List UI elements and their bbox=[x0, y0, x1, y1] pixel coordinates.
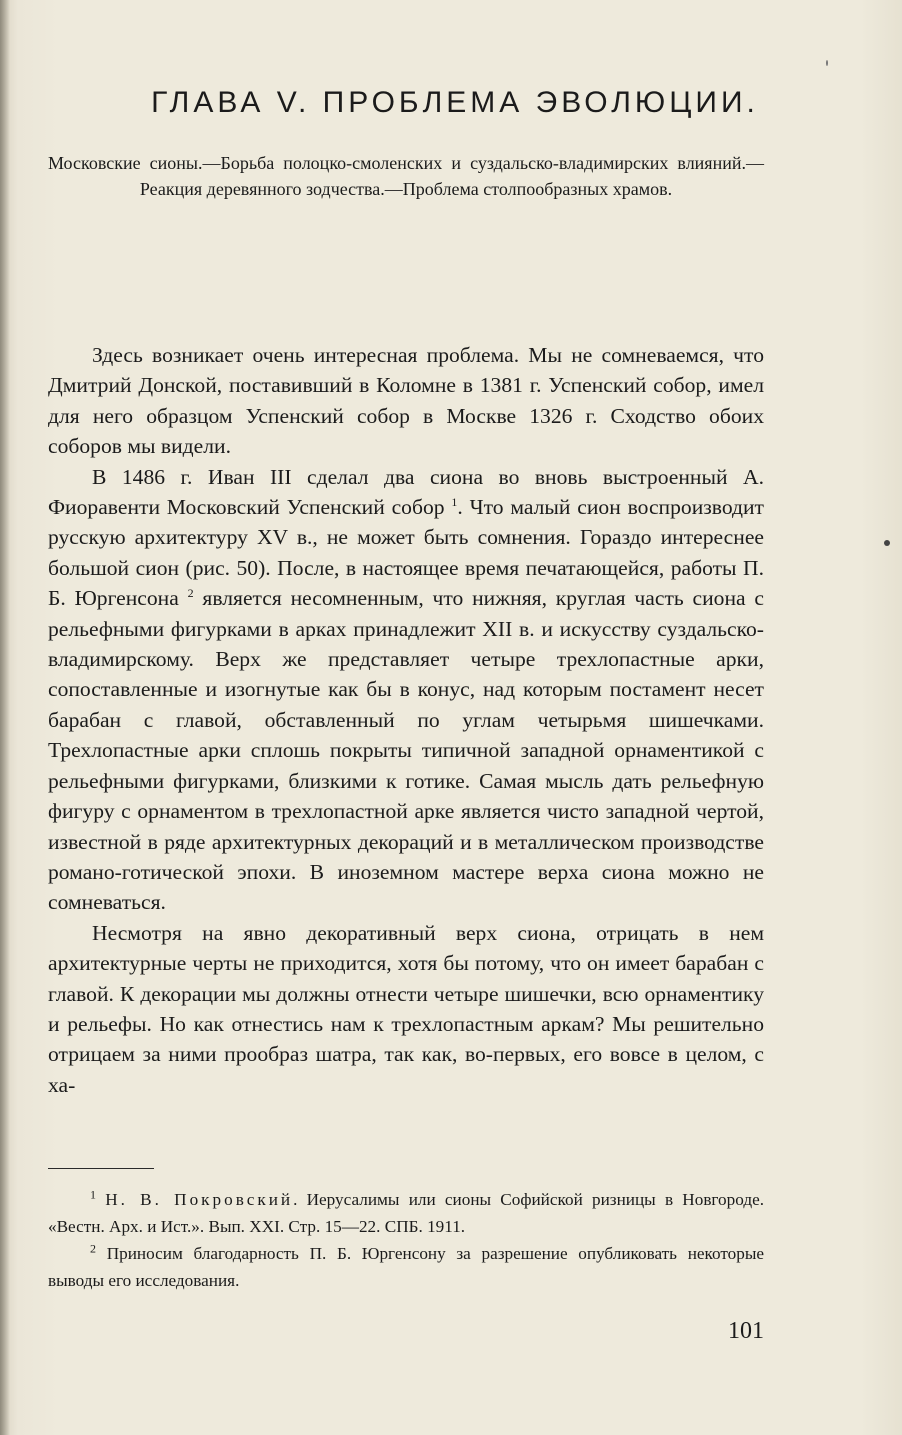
footnote-divider bbox=[48, 1168, 154, 1169]
footnote-2 bbox=[48, 1240, 764, 1294]
paragraph-2-part-2: . Что малый сион воспроизводит русскую архитектуру XV в., не может быть сомнения. Гораздо интереснее большой сион (рис. 50). После, в настоящее время печатающейся, работы П. Б. Юргенсона bbox=[48, 495, 764, 611]
footnote-ref-1[interactable]: 1 bbox=[451, 494, 458, 509]
ink-speck bbox=[884, 540, 890, 546]
ink-speck bbox=[826, 60, 828, 66]
footnote-2-text: Приносим благодарность П. Б. Юргенсону за разрешение опубликовать некоторые выводы его исследования. bbox=[48, 1244, 765, 1290]
paragraph-1: Здесь возникает очень интересная проблема. Мы не сомневаемся, что Дмитрий Донской, поставивший в Коломне в 1381 г. Успенский собор, имел для него образцом Успенский собор в Москве 1326 г. Сходство обоих соборов мы видели. bbox=[48, 343, 764, 459]
footnote-1 bbox=[48, 1186, 764, 1240]
page-number: 101 bbox=[728, 1318, 764, 1344]
paragraph-2 bbox=[48, 462, 764, 918]
chapter-title: ГЛАВА V. ПРОБЛЕМА ЭВОЛЮЦИИ. bbox=[151, 86, 759, 119]
paragraph-2-part-1: В 1486 г. Иван III сделал два сиона во вновь выстроенный А. Фиоравенти Московский Успенский собор bbox=[48, 464, 764, 520]
footnote-ref-2[interactable]: 2 bbox=[187, 586, 194, 601]
body-text bbox=[48, 340, 764, 1100]
footnote-1-mark: 1 bbox=[90, 1187, 96, 1202]
chapter-summary: Московские сионы.—Борьба полоцко-смоленских и суздальско-владимирских влияний.—Реакция деревянного зодчества.—Проблема столпообразных храмов. bbox=[48, 153, 764, 199]
footnote-1-author: Н. В. Покровский bbox=[105, 1190, 294, 1209]
footnotes bbox=[48, 1186, 764, 1294]
spine-shadow bbox=[0, 0, 10, 1435]
footnote-1-text: . Иерусалимы или сионы Софийской ризницы в Новгороде. «Вестн. Арх. и Ист.». Вып. XXI. Стр. 15—22. СПБ. 1911. bbox=[48, 1190, 765, 1236]
paragraph-3: Несмотря на явно декоративный верх сиона, отрицать в нем архитектурные черты не приходится, хотя бы потому, что он имеет барабан с главой. К декорации мы должны отнести четыре шишечки, всю орнаментику и рельефы. Но как отнестись нам к трехлопастным аркам? Мы решительно отрицаем за ними прообраз шатра, так как, во-первых, его вовсе в целом, с ха- bbox=[48, 920, 764, 1097]
paragraph-2-part-3: является несомненным, что нижняя, круглая часть сиона с рельефными фигурками в арках принадлежит XII в. и искусству суздальско-владимирскому. Верх же представляет четыре трехлопастные арки, сопоставленные и изогнутые как бы в конус, над которым постамент несет барабан с главой, обставленный по углам четырьмя шишечками. Трехлопастные арки сплошь покрыты типичной западной орнаментикой с рельефными фигурками, близкими к готике. Самая мысль дать рельефную фигуру с орнаментом в трехлопастной арке является чисто западной чертой, известной в ряде архитектурных декораций и в металлическом производстве романо-готической эпохи. В иноземном мастере верха сиона можно не сомневаться. bbox=[48, 586, 764, 915]
footnote-2-mark: 2 bbox=[90, 1241, 96, 1256]
